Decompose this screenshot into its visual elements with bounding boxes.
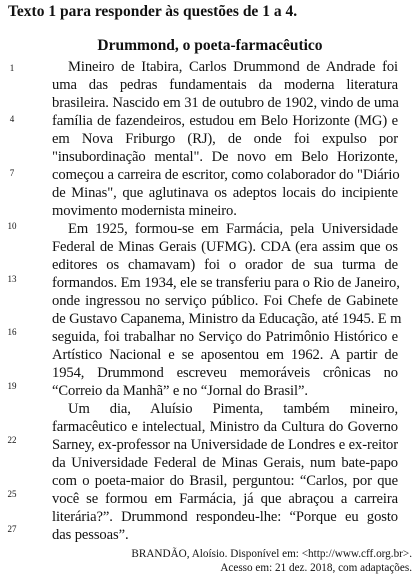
text-line: onde ingressou no serviço público. Foi Chefe de Gabinete <box>52 293 398 309</box>
text-line: farmacêutico e intelectual, Ministro da Cultura do Governo <box>52 419 398 435</box>
text-line: começou a carreira de escritor, como colaborador do "Diário <box>52 167 400 183</box>
text-line: de Minas", que aglutinava os adeptos locais do incipiente <box>52 185 398 201</box>
text-line: brasileira. Nascido em 31 de outubro de 1902, vindo de uma <box>52 95 399 111</box>
source-citation: BRANDÃO, Aloísio. Disponível em: <http://www.cff.org.br>. <box>131 548 412 560</box>
text-line: uma das pedras fundamentais da moderna literatura <box>52 77 398 93</box>
line-number: 22 <box>7 435 17 445</box>
text-line: das pessoas”. <box>52 527 129 543</box>
text-line: 1954, Drummond escreveu memoráveis crônicas no <box>52 365 398 381</box>
text-line: família de fazendeiros, estudou em Belo Horizonte (MG) e <box>52 113 398 129</box>
line-number: 19 <box>7 381 17 391</box>
text-line: movimento modernista mineiro. <box>52 203 237 219</box>
text-line: em Nova Friburgo (RJ), de onde foi expulso por <box>52 131 398 147</box>
text-line: da Universidade Federal de Minas Gerais, num bate-papo <box>52 455 398 471</box>
text-line: Em 1925, formou-se em Farmácia, pela Universidade <box>68 221 398 237</box>
text-line: de Gustavo Capanema, Ministro da Educação, até 1945. E m <box>52 311 402 327</box>
section-heading: Texto 1 para responder às questões de 1 a 4. <box>8 3 298 20</box>
access-date: Acesso em: 21 dez. 2018, com adaptações. <box>220 562 412 574</box>
text-line: formandos. Em 1934, ele se transferiu para o Rio de Janeiro, <box>52 275 400 291</box>
text-line: Mineiro de Itabira, Carlos Drummond de Andrade foi <box>68 59 398 75</box>
text-line: “Correio da Manhã” e no “Jornal do Brasil”. <box>52 383 308 399</box>
line-number: 7 <box>9 168 15 178</box>
text-line: literária?”. Drummond respondeu-lhe: “Porque eu gosto <box>52 509 398 525</box>
line-number: 16 <box>7 327 17 337</box>
text-line: Federal de Minas Gerais (UFMG). CDA (era assim que os <box>52 239 398 255</box>
line-number: 27 <box>7 524 17 534</box>
line-number: 1 <box>9 63 15 73</box>
line-number: 10 <box>7 221 17 231</box>
text-line: Artístico Nacional e se aposentou em 1962. A partir de <box>52 347 398 363</box>
text-line: Um dia, Aluísio Pimenta, também mineiro, <box>68 401 398 417</box>
text-line: "insubordinação mental". De novo em Belo Horizonte, <box>52 149 398 165</box>
line-number: 13 <box>7 274 17 284</box>
line-number: 4 <box>9 114 15 124</box>
line-number: 25 <box>7 489 17 499</box>
text-line: Sarney, ex-professor na Universidade de Londres e ex-reitor <box>52 437 398 453</box>
text-line: seguida, foi trabalhar no Serviço do Patrimônio Histórico e <box>52 329 398 345</box>
text-title: Drummond, o poeta-farmacêutico <box>97 37 323 54</box>
text-line: editores os chamavam) foi o orador de sua turma de <box>52 257 398 273</box>
text-line: com o poeta-maior do Brasil, perguntou: “Carlos, por que <box>52 473 398 489</box>
text-line: você se formou em Farmácia, já que abraçou a carreira <box>52 491 398 507</box>
